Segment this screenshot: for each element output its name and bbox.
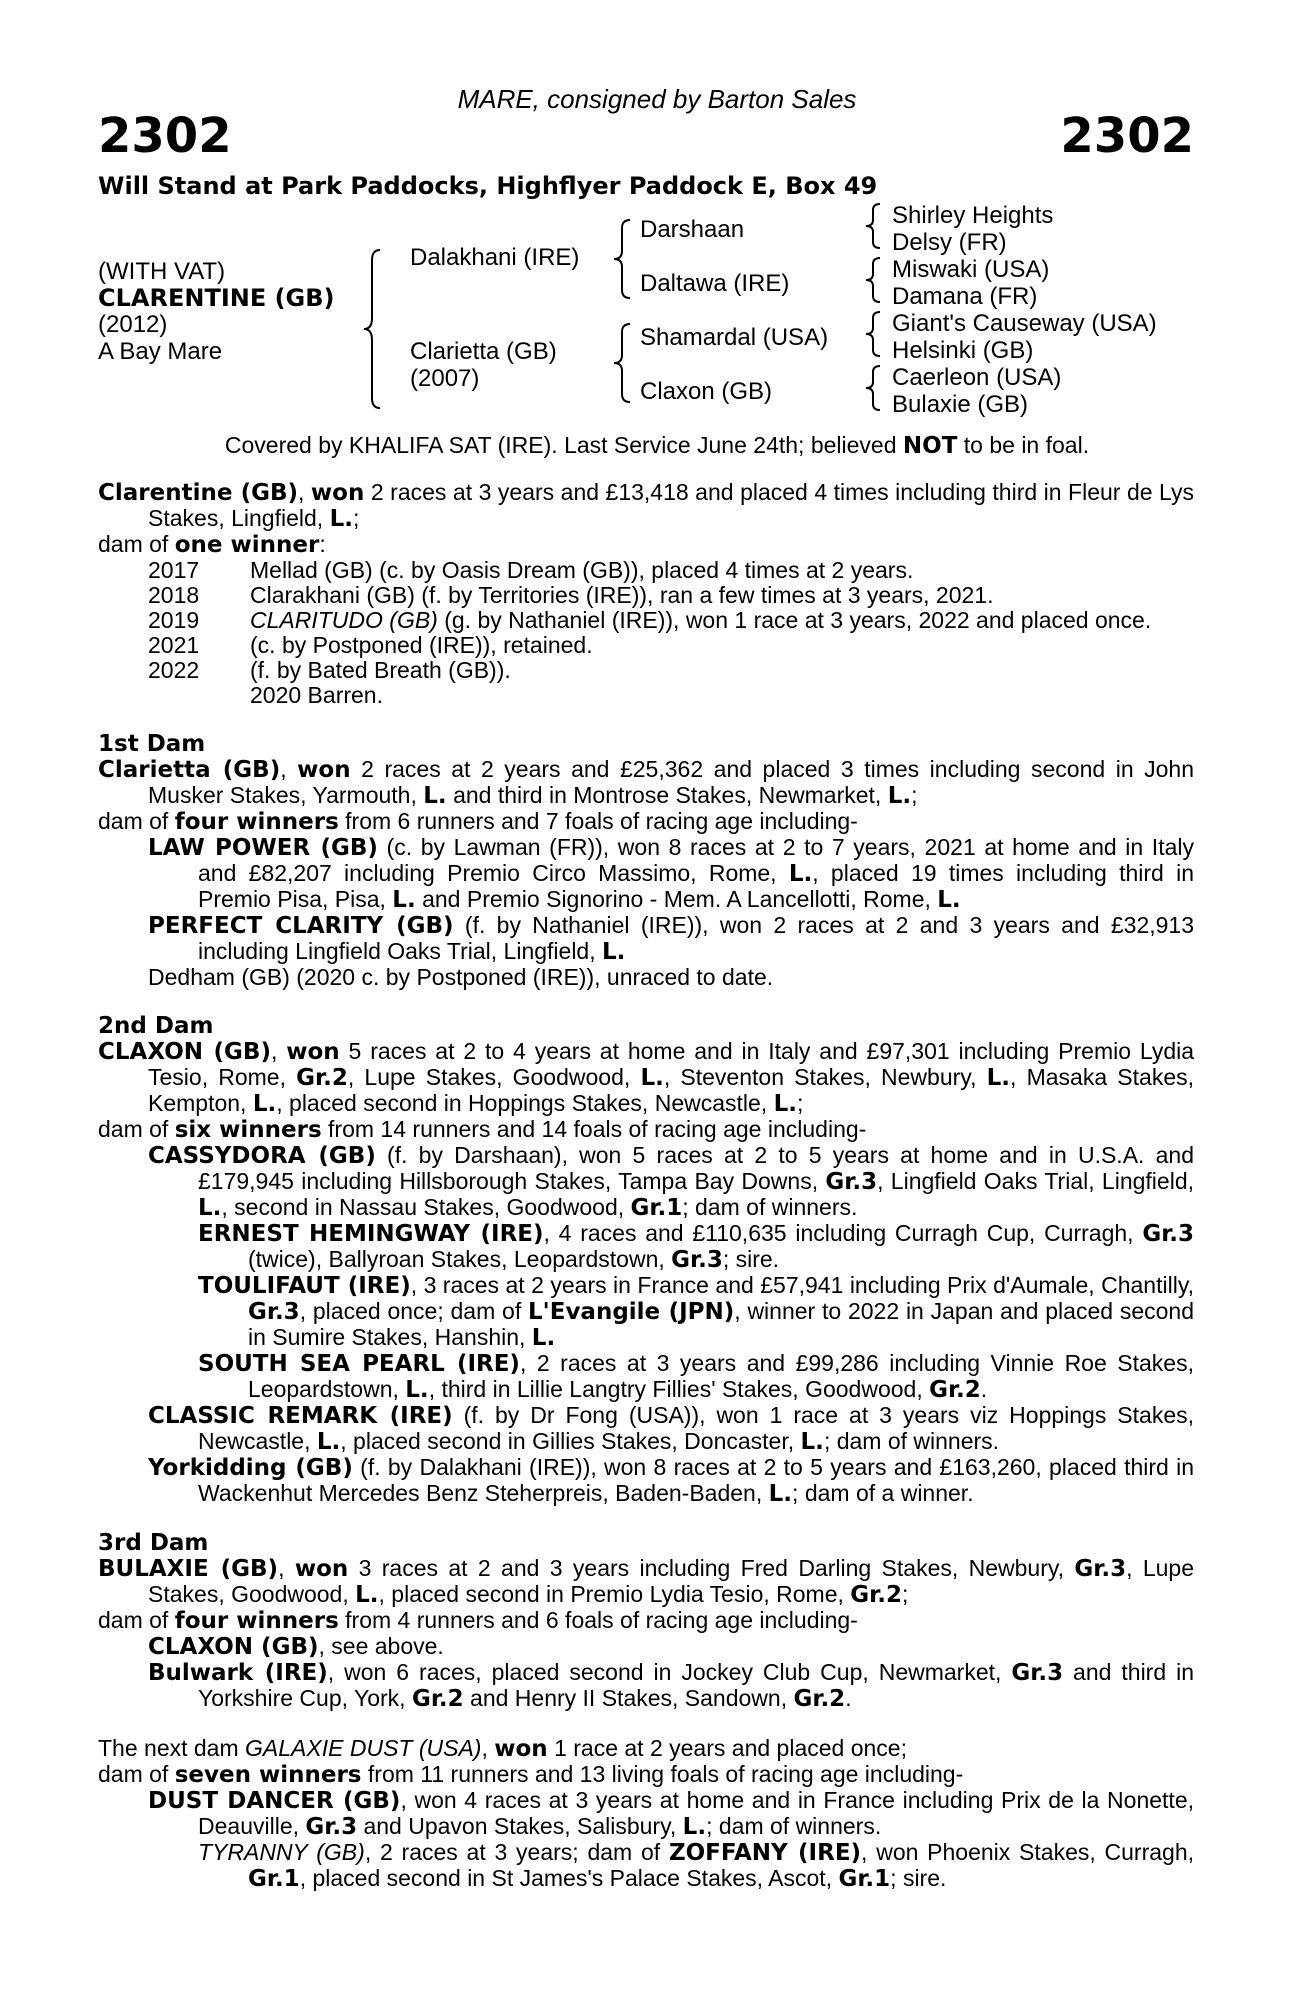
produce-dust-dancer: DUST DANCER (GB), won 4 races at 3 years at home and in France including Prix de la Nonette, Deauville, Gr.3 and Upavon Stakes, Salisbury, L.; dam of winners.	[148, 1787, 1194, 1840]
brace-main	[362, 248, 386, 410]
dam-dam: Claxon (GB)	[640, 378, 773, 405]
produce-perfect-clarity: PERFECT CLARITY (GB) (f. by Nathaniel (IRE)), won 2 races at 2 and 3 years and £32,913 including Lingfield Oaks Trial, Lingfield, L.	[148, 912, 1195, 965]
catalogue-body	[98, 480, 1194, 1892]
produce-toulifaut: TOULIFAUT (IRE), 3 races at 2 years in France and £57,941 including Prix d'Aumale, Chantilly, Gr.3, placed once; dam of L'Evangile (JPN), winner to 2022 in Japan and placed second in Sumire Stakes, Hanshin, L.	[198, 1272, 1195, 1351]
produce-bulwark: Bulwark (IRE), won 6 races, placed second in Jockey Club Cup, Newmarket, Gr.3 and third in Yorkshire Cup, York, Gr.2 and Henry II Stakes, Sandown, Gr.2.	[148, 1659, 1194, 1712]
sire-dam: Daltawa (IRE)	[640, 270, 790, 297]
dam: Clarietta (GB)	[410, 338, 557, 365]
second-dam-heading: 2nd Dam	[98, 1013, 214, 1039]
first-dam-record: Clarietta (GB), won 2 races at 2 years and £25,362 and placed 3 times including second in John Musker Stakes, Yarmouth, L. and third in Montrose Stakes, Newmarket, L.;	[98, 756, 1195, 809]
produce-yorkidding: Yorkidding (GB) (f. by Dalakhani (IRE)), won 8 races at 2 to 5 years and £163,260, placed third in Wackenhut Mercedes Benz Steherpreis, Baden-Baden, L.; dam of a winner.	[148, 1454, 1195, 1507]
ggs-8: Bulaxie (GB)	[892, 391, 1029, 418]
lot-number-left: 2302	[98, 108, 232, 164]
third-dam-dam-of: dam of four winners from 4 runners and 6 foals of racing age including-	[98, 1607, 858, 1634]
first-dam-heading: 1st Dam	[98, 731, 206, 757]
brace-g4	[864, 364, 884, 412]
ggs-3: Miswaki (USA)	[892, 256, 1050, 283]
third-dam-record: BULAXIE (GB), won 3 races at 2 and 3 years including Fred Darling Stakes, Newbury, Gr.3, Lupe Stakes, Goodwood, L., placed second in Premio Lydia Tesio, Rome, Gr.2;	[98, 1555, 1195, 1608]
first-dam-dam-of: dam of four winners from 6 runners and 7 foals of racing age including-	[98, 808, 858, 835]
vat-label: (WITH VAT)	[98, 258, 226, 285]
ggs-5: Giant's Causeway (USA)	[892, 310, 1157, 337]
ggs-7: Caerleon (USA)	[892, 364, 1062, 391]
produce-tyranny: TYRANNY (GB), 2 races at 3 years; dam of ZOFFANY (IRE), won Phoenix Stakes, Curragh, Gr.1, placed second in St James's Palace Stakes, Ascot, Gr.1; sire.	[198, 1839, 1195, 1892]
produce-claxon: CLAXON (GB), see above.	[148, 1633, 444, 1660]
produce-south-sea-pearl: SOUTH SEA PEARL (IRE), 2 races at 3 years and £99,286 including Vinnie Roe Stakes, Leopardstown, L., third in Lillie Langtry Fillies' Stakes, Goodwood, Gr.2.	[198, 1350, 1194, 1403]
ggs-6: Helsinki (GB)	[892, 337, 1034, 364]
sire-sire: Darshaan	[640, 216, 745, 243]
brace-g1	[864, 202, 884, 250]
consignor-line: MARE, consigned by Barton Sales	[457, 84, 857, 114]
second-dam-record: CLAXON (GB), won 5 races at 2 to 4 years at home and in Italy and £97,301 including Premio Lydia Tesio, Rome, Gr.2, Lupe Stakes, Goodwood, L., Steventon Stakes, Newbury, L., Masaka Stakes, Kempton, L., placed second in Hoppings Stakes, Newcastle, L.;	[98, 1038, 1195, 1117]
produce-ernest-hemingway: ERNEST HEMINGWAY (IRE), 4 races and £110,635 including Curragh Cup, Curragh, Gr.3 (twice), Ballyroan Stakes, Leopardstown, Gr.3; sire.	[198, 1220, 1195, 1273]
lot-number-right: 2302	[1060, 108, 1194, 164]
ggs-1: Shirley Heights	[892, 202, 1054, 229]
brace-dam	[612, 322, 634, 404]
produce-row: 2021 (c. by Postponed (IRE)), retained.	[148, 632, 593, 658]
brace-sire	[612, 218, 634, 300]
sire: Dalakhani (IRE)	[410, 244, 580, 271]
produce-classic-remark: CLASSIC REMARK (IRE) (f. by Dr Fong (USA)), won 1 race at 3 years viz Hoppings Stakes, Newcastle, L., placed second in Gillies Stakes, Doncaster, L.; dam of winners.	[148, 1402, 1194, 1455]
dam-year: (2007)	[410, 365, 480, 392]
covered-line: Covered by KHALIFA SAT (IRE). Last Service June 24th; believed NOT to be in foal.	[224, 432, 1090, 459]
horse-year: (2012)	[98, 311, 168, 338]
produce-row: 2018 Clarakhani (GB) (f. by Territories (IRE)), ran a few times at 3 years, 2021.	[148, 582, 994, 608]
stand-location: Will Stand at Park Paddocks, Highflyer Paddock E, Box 49	[98, 172, 878, 200]
produce-law-power: LAW POWER (GB) (c. by Lawman (FR)), won 8 races at 2 to 7 years, 2021 at home and in Italy and £82,207 including Premio Circo Massimo, Rome, L., placed 19 times including third in Premio Pisa, Pisa, L. and Premio Signorino - Mem. A Lancellotti, Rome, L.	[148, 834, 1195, 913]
next-dam-dam-of: dam of seven winners from 11 runners and 13 living foals of racing age including-	[98, 1761, 964, 1788]
produce-row: 2017 Mellad (GB) (c. by Oasis Dream (GB)), placed 4 times at 2 years.	[148, 557, 914, 583]
next-dam-record: The next dam GALAXIE DUST (USA), won 1 race at 2 years and placed once;	[98, 1735, 907, 1762]
dam-sire: Shamardal (USA)	[640, 324, 829, 351]
horse-description: A Bay Mare	[98, 338, 223, 365]
produce-row: 2019 CLARITUDO (GB) (g. by Nathaniel (IRE)), won 1 race at 3 years, 2022 and placed once.	[148, 607, 1152, 633]
produce-row: 2022 (f. by Bated Breath (GB)).	[148, 657, 511, 683]
brace-g2	[864, 256, 884, 304]
horse-name: CLARENTINE (GB)	[98, 284, 335, 312]
third-dam-heading: 3rd Dam	[98, 1530, 209, 1556]
ggs-2: Delsy (FR)	[892, 229, 1007, 256]
produce-row: 2020 Barren.	[250, 682, 383, 708]
mare-dam-of: dam of one winner:	[98, 531, 326, 558]
brace-g3	[864, 310, 884, 358]
ggs-4: Damana (FR)	[892, 283, 1038, 310]
second-dam-dam-of: dam of six winners from 14 runners and 14 foals of racing age including-	[98, 1116, 867, 1143]
produce-cassydora: CASSYDORA (GB) (f. by Darshaan), won 5 races at 2 to 5 years at home and in U.S.A. and £179,945 including Hillsborough Stakes, Tampa Bay Downs, Gr.3, Lingfield Oaks Trial, Lingfield, L., second in Nassau Stakes, Goodwood, Gr.1; dam of winners.	[148, 1142, 1194, 1221]
mare-record: Clarentine (GB), won 2 races at 3 years and £13,418 and placed 4 times including third in Fleur de Lys Stakes, Lingfield, L.;	[98, 479, 1194, 532]
produce-dedham: Dedham (GB) (2020 c. by Postponed (IRE)), unraced to date.	[148, 964, 774, 990]
